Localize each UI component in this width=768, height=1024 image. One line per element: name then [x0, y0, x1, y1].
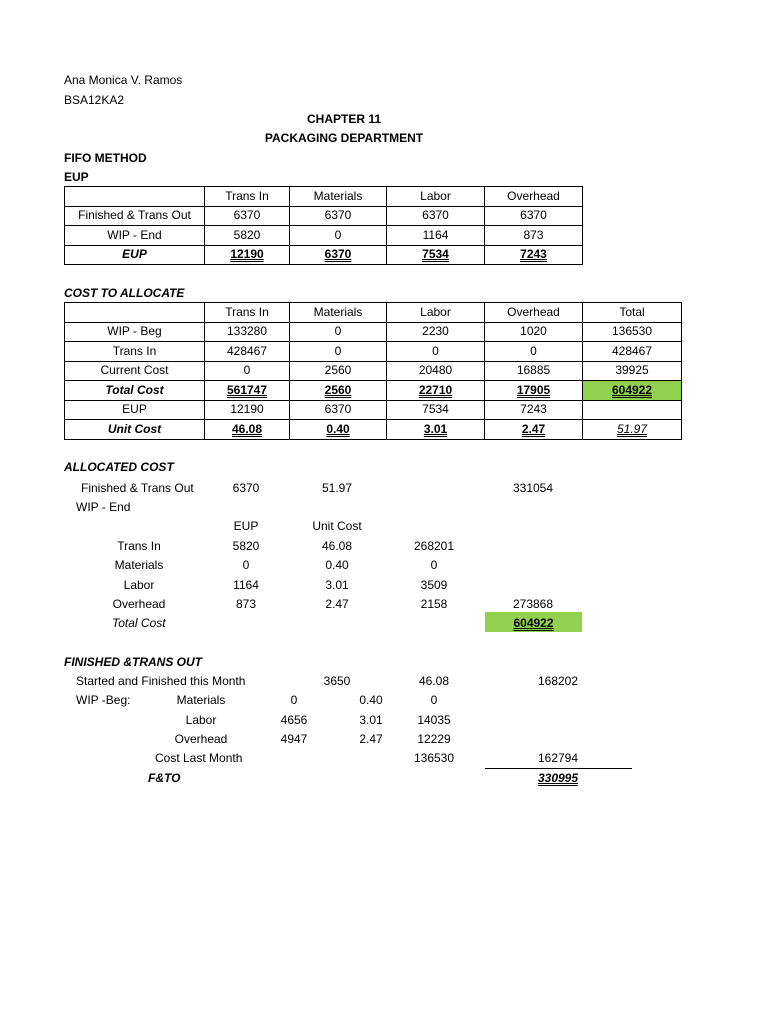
fto-wip-beg-total: 162794 [537, 751, 579, 765]
table-row [65, 206, 583, 226]
table-cell: 12190 [205, 400, 290, 420]
table-cell-wrap [290, 420, 387, 440]
fto-row-units: 0 [290, 693, 298, 707]
row-label: EUP [65, 400, 205, 420]
table-cell-wrap [205, 381, 290, 401]
header-cell: Materials [290, 303, 387, 323]
table-row [65, 400, 682, 420]
table-cell: 1020 [485, 322, 583, 342]
allocated-row-cost: 0 [430, 558, 438, 572]
table-cell: 6370 [205, 206, 290, 226]
allocated-cost-title: ALLOCATED COST [64, 460, 174, 474]
table-cell: 17905 [516, 382, 551, 397]
allocated-row-cost: 3509 [420, 578, 448, 592]
allocated-total-cost-label: Total Cost [112, 616, 166, 630]
allocated-row-label: Trans In [117, 539, 161, 553]
fto-last-month-cost: 136530 [413, 751, 455, 765]
table-cell: 136530 [583, 322, 682, 342]
allocated-row-unit-cost: 3.01 [325, 578, 349, 592]
allocated-row-eup: 873 [235, 597, 257, 611]
table-row [65, 226, 583, 246]
method-title: FIFO METHOD [64, 151, 147, 165]
table-row [65, 381, 682, 401]
allocated-fto-total: 331054 [512, 481, 554, 495]
fto-started-label: Started and Finished this Month [76, 674, 246, 688]
header-cell: Overhead [485, 187, 583, 207]
allocated-wip-end-label: WIP - End [76, 500, 131, 514]
header-cell: Trans In [205, 303, 290, 323]
header-cell: Materials [290, 187, 387, 207]
fto-row-cost: 14035 [417, 713, 451, 727]
table-cell: 46.08 [231, 421, 263, 436]
row-label: Trans In [65, 342, 205, 362]
allocated-row-unit-cost: 0.40 [325, 558, 349, 572]
fto-started-units: 3650 [323, 674, 351, 688]
table-cell: 0.40 [326, 421, 350, 436]
allocated-row-cost: 2158 [420, 597, 448, 611]
student-name: Ana Monica V. Ramos [64, 73, 183, 87]
fto-row-cost: 0 [430, 693, 438, 707]
table-cell: 0 [205, 361, 290, 381]
header-cell: Total [583, 303, 682, 323]
allocated-row-eup: 0 [242, 558, 250, 572]
table-cell [583, 400, 682, 420]
table-cell: 7534 [422, 247, 449, 262]
allocated-row-eup: 1164 [233, 578, 259, 592]
sum-rule [485, 768, 632, 769]
table-cell: 2560 [290, 361, 387, 381]
row-label: WIP - End [65, 226, 205, 246]
table-cell: 2.47 [521, 421, 546, 436]
table-cell: 7243 [520, 247, 547, 262]
allocated-wip-end-total: 273868 [512, 597, 554, 611]
row-label: EUP [65, 245, 205, 265]
fto-row-units: 4947 [280, 732, 308, 746]
allocated-row-label: Overhead [112, 597, 166, 611]
table-cell: 39925 [583, 361, 682, 381]
header-cell: Labor [387, 187, 485, 207]
table-cell-wrap [485, 381, 583, 401]
allocated-row-label: Labor [123, 578, 155, 592]
eup-table [64, 186, 583, 265]
cost-to-allocate-table [64, 302, 682, 440]
table-cell: 7534 [387, 400, 485, 420]
fto-last-month-label: Cost Last Month [155, 751, 243, 765]
table-cell-wrap [387, 245, 485, 265]
row-label: Unit Cost [65, 420, 205, 440]
allocated-col-eup: EUP [233, 519, 259, 533]
table-cell: 428467 [583, 342, 682, 362]
table-cell-wrap [205, 245, 290, 265]
fto-row-unit-cost: 2.47 [359, 732, 383, 746]
row-label: Finished & Trans Out [65, 206, 205, 226]
row-label: Current Cost [65, 361, 205, 381]
table-cell: 0 [290, 322, 387, 342]
department-title: PACKAGING DEPARTMENT [264, 131, 424, 145]
table-cell: 7243 [485, 400, 583, 420]
table-row [65, 420, 682, 440]
header-cell: Overhead [485, 303, 583, 323]
table-cell-wrap [205, 420, 290, 440]
table-cell: 604922 [611, 382, 653, 397]
table-row [65, 361, 682, 381]
fto-final-label: F&TO [148, 771, 181, 785]
table-cell: 6370 [485, 206, 583, 226]
fto-wip-beg-label: WIP -Beg: [76, 693, 131, 707]
header-cell: Trans In [205, 187, 290, 207]
table-cell-wrap [387, 381, 485, 401]
table-cell-wrap [485, 245, 583, 265]
fto-row-label: Labor [185, 713, 217, 727]
table-cell: 12190 [230, 247, 264, 262]
table-cell: 1164 [387, 226, 485, 246]
chapter-title: CHAPTER 11 [306, 112, 382, 126]
table-cell: 133280 [205, 322, 290, 342]
table-cell: 428467 [205, 342, 290, 362]
allocated-fto-label: Finished & Trans Out [81, 481, 194, 495]
table-row [65, 245, 583, 265]
fto-row-cost: 12229 [417, 732, 451, 746]
table-cell: 6370 [290, 400, 387, 420]
fto-started-unit-cost: 46.08 [418, 674, 450, 688]
header-cell-empty [65, 187, 205, 207]
fto-final-total: 330995 [537, 771, 579, 785]
allocated-total-cost: 604922 [513, 616, 554, 630]
header-cell-empty [65, 303, 205, 323]
table-cell: 20480 [387, 361, 485, 381]
allocated-row-cost: 268201 [413, 539, 455, 553]
table-cell: 873 [485, 226, 583, 246]
table-cell: 0 [387, 342, 485, 362]
total-cost-highlight [583, 381, 682, 401]
table-cell: 6370 [387, 206, 485, 226]
cost-to-allocate-title: COST TO ALLOCATE [64, 286, 185, 300]
table-row [65, 322, 682, 342]
fto-title: FINISHED &TRANS OUT [64, 655, 202, 669]
table-cell: 16885 [485, 361, 583, 381]
table-cell-wrap [583, 420, 682, 440]
table-cell-wrap [290, 245, 387, 265]
fto-row-unit-cost: 3.01 [359, 713, 383, 727]
allocated-row-eup: 5820 [232, 539, 260, 553]
allocated-row-label: Materials [114, 558, 164, 572]
fto-row-label: Materials [176, 693, 226, 707]
fto-row-unit-cost: 0.40 [359, 693, 383, 707]
fto-row-label: Overhead [174, 732, 228, 746]
allocated-fto-unit-cost: 51.97 [321, 481, 353, 495]
table-header-row [65, 187, 583, 207]
eup-section-title: EUP [64, 170, 89, 184]
table-cell: 5820 [205, 226, 290, 246]
table-cell: 51.97 [616, 421, 648, 436]
table-header-row [65, 303, 682, 323]
table-cell-wrap [485, 420, 583, 440]
row-label: WIP - Beg [65, 322, 205, 342]
table-cell: 22710 [418, 382, 453, 397]
table-cell: 0 [290, 226, 387, 246]
header-cell: Labor [387, 303, 485, 323]
fto-final-total-wrap [528, 770, 588, 786]
table-cell: 6370 [290, 206, 387, 226]
table-row [65, 342, 682, 362]
table-cell: 0 [290, 342, 387, 362]
table-cell: 2560 [324, 382, 352, 397]
allocated-total-cost-wrap [485, 615, 582, 631]
allocated-row-unit-cost: 46.08 [321, 539, 353, 553]
table-cell: 2230 [387, 322, 485, 342]
table-cell: 561747 [226, 382, 268, 397]
fto-row-units: 4656 [280, 713, 308, 727]
table-cell-wrap [387, 420, 485, 440]
table-cell: 3.01 [423, 421, 448, 436]
student-section: BSA12KA2 [64, 93, 125, 107]
allocated-fto-units: 6370 [232, 481, 260, 495]
row-label: Total Cost [65, 381, 205, 401]
table-cell-wrap [290, 381, 387, 401]
allocated-row-unit-cost: 2.47 [325, 597, 349, 611]
fto-started-total: 168202 [537, 674, 579, 688]
table-cell: 6370 [324, 247, 352, 262]
allocated-col-unit-cost: Unit Cost [312, 519, 362, 533]
table-cell: 0 [485, 342, 583, 362]
